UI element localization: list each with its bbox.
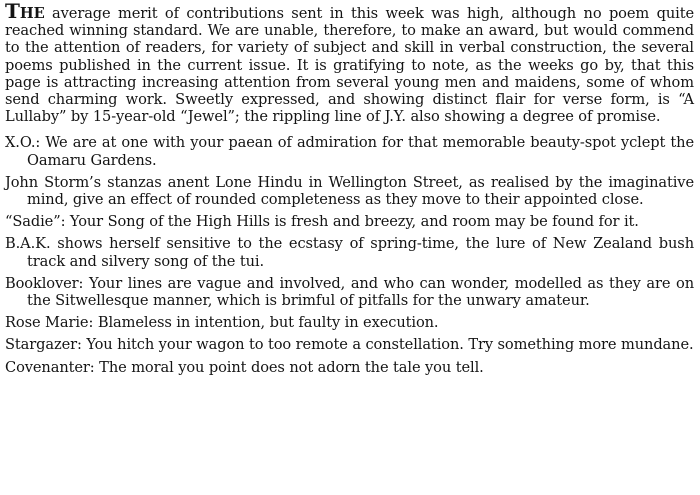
reply-text: shows herself sensitive to the ecstasy of spring-time, the lure of New Zealand bush track and silvery song of the tui.: [27, 235, 694, 270]
reply-entry-xo: [5, 134, 694, 168]
reply-list: [5, 134, 694, 375]
reply-name: Booklover:: [5, 274, 84, 292]
drop-letter: T: [5, 0, 20, 23]
reply-entry-bak: [5, 235, 694, 269]
reply-name: John Storm’s: [5, 173, 101, 191]
intro-text-block: [5, 0, 694, 126]
reply-entry-stargazer: [5, 336, 694, 353]
reply-text: stanzas anent Lone Hindu in Wellington Street, as realised by the imaginative mind, give an effect of rounded completeness as they move to their appointed close.: [27, 173, 694, 209]
reply-text: We are at one with your paean of admiration for that memorable beauty-spot yclept the Oamaru Gardens.: [27, 134, 694, 169]
reply-name: Rose Marie:: [5, 314, 94, 332]
reply-entry-sadie: [5, 213, 694, 230]
reply-name: “Sadie”:: [5, 213, 66, 231]
reply-entry-john-storm: [5, 174, 694, 208]
reply-name: X.O.:: [5, 134, 41, 152]
reply-name: Covenanter:: [5, 358, 95, 376]
reply-name: Stargazer:: [5, 336, 82, 354]
reply-text: You hitch your wagon to too remote a constellation. Try something more mundane.: [81, 336, 694, 354]
first-word-rest: HE: [19, 5, 45, 22]
reply-entry-covenanter: [5, 359, 694, 376]
reply-text: Your Song of the High Hills is fresh and breezy, and room may be found for it.: [65, 213, 639, 231]
reply-entry-rose-marie: [5, 314, 694, 331]
reply-text: Blameless in intention, but faulty in execution.: [93, 314, 439, 332]
intro-body: average merit of contributions sent in this week was high, although no poem quite reached winning standard. We are unable, therefore, to make an award, but would commend to the attention of readers, for variety of subject and skill in verbal construction, the several poems published in the current issue. It is gratifying to note, as the weeks go by, that this page is attracting increasing attention from several young men and maidens, some of whom send charming work. Sweetly expressed, and showing distinct flair for verse form, is “A Lullaby” by 15-year-old “Jewel”; the rippling line of J.Y. also showing a degree of promise.: [5, 5, 694, 126]
reply-name: B.A.K.: [5, 235, 51, 253]
reply-text: Your lines are vague and involved, and who can wonder, modelled as they are on the Sitwellesque manner, which is brimful of pitfalls for the unwary amateur.: [27, 274, 694, 310]
reply-entry-booklover: [5, 275, 694, 309]
reply-text: The moral you point does not adorn the tale you tell.: [94, 358, 484, 376]
intro-paragraph: [5, 0, 694, 126]
